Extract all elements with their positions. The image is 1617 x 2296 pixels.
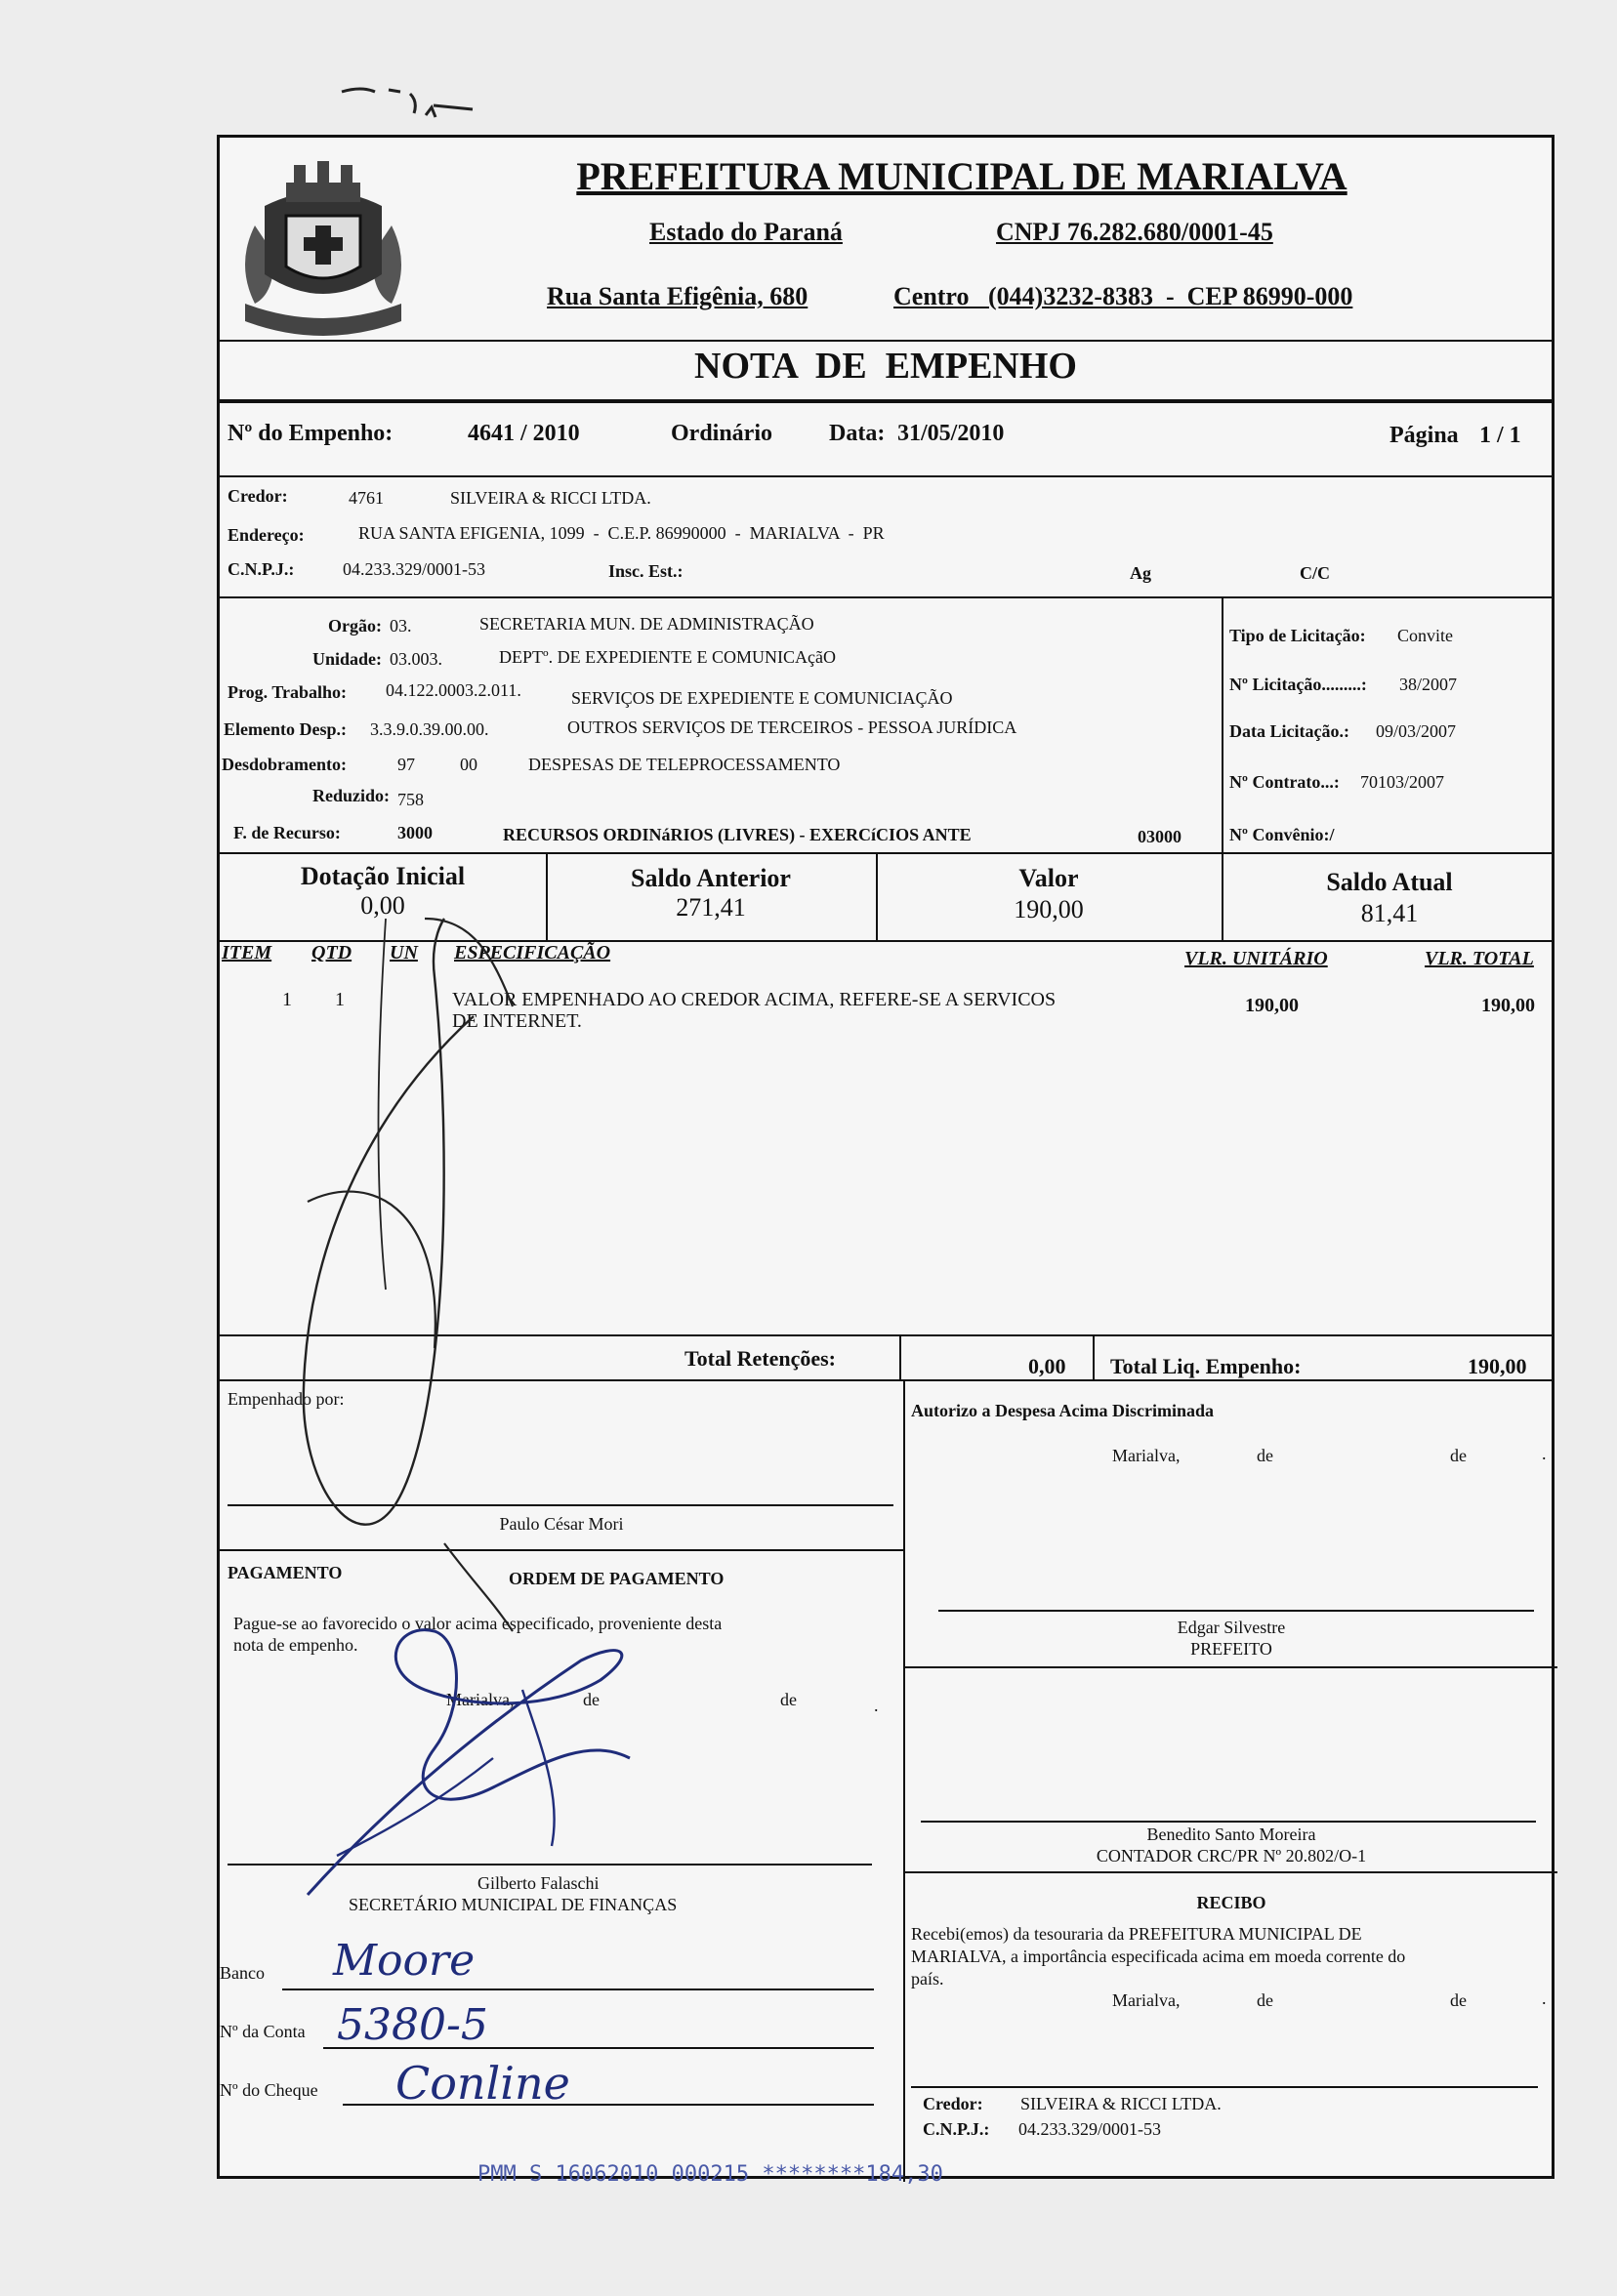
pagamento-city: Marialva, [446, 1690, 515, 1709]
empenho-date-label: Data: [829, 421, 886, 446]
header-cnpj: CNPJ 76.282.680/0001-45 [996, 218, 1273, 246]
recibo-credor-value: SILVEIRA & RICCI LTDA. [1020, 2094, 1222, 2113]
reduzido-label: Reduzido: [311, 786, 390, 805]
prefeito-name: Edgar Silvestre [1177, 1618, 1286, 1637]
autorizo-dot: . [1542, 1444, 1547, 1463]
banco-label: Banco [220, 1963, 265, 1983]
valor-value: 190,00 [1014, 895, 1084, 923]
contador-role: CONTADOR CRC/PR Nº 20.802/O-1 [1096, 1846, 1367, 1866]
autorizo-de1: de [1257, 1446, 1273, 1465]
prog-name: SERVIÇOS DE EXPEDIENTE E COMUNICIAÇÃO [571, 688, 953, 708]
autorizo-city: Marialva, [1112, 1446, 1181, 1465]
saldo-atual-value: 81,41 [1360, 899, 1419, 927]
row-spec-line2: DE INTERNET. [452, 1010, 582, 1032]
saldo-anterior-label: Saldo Anterior [631, 864, 791, 892]
contrato-value: 70103/2007 [1360, 772, 1445, 792]
recibo-cnpj-label: C.N.P.J.: [923, 2119, 990, 2139]
dotacao-label: Dotação Inicial [300, 862, 466, 890]
address-label: Endereço: [228, 525, 305, 545]
unidade-name: DEPTº. DE EXPEDIENTE E COMUNICAçãO [499, 647, 837, 667]
orgao-code: 03. [390, 616, 412, 636]
orgao-name: SECRETARIA MUN. DE ADMINISTRAÇÃO [479, 614, 814, 634]
payment-stamp: PMM S 16062010 000215 ********184,30 [477, 2162, 943, 2187]
cheque-value: Conline [395, 2057, 570, 2110]
desdob-code1: 97 [397, 755, 415, 774]
col-unit: VLR. UNITÁRIO [1184, 948, 1328, 969]
reduzido-value: 758 [397, 790, 424, 809]
conta-label: Nº da Conta [220, 2022, 306, 2041]
document-frame [217, 135, 1555, 2187]
page-label: Página [1389, 423, 1459, 448]
elemento-name: OUTROS SERVIÇOS DE TERCEIROS - PESSOA JURÍDICA [567, 718, 1017, 737]
row-spec-line1: VALOR EMPENHADO AO CREDOR ACIMA, REFERE-SE A SERVICOS [452, 989, 1057, 1010]
cnpj-label: C.N.P.J.: [228, 559, 295, 579]
doc-title: NOTA DE EMPENHO [694, 346, 1077, 387]
desdob-label: Desdobramento: [222, 755, 347, 774]
tipo-licitacao-label: Tipo de Licitação: [1229, 626, 1366, 645]
ordem-pagamento: ORDEM DE PAGAMENTO [509, 1569, 725, 1588]
retencoes-label: Total Retenções: [684, 1346, 836, 1371]
autorizo-de2: de [1450, 1446, 1467, 1465]
recurso-name: RECURSOS ORDINáRIOS (LIVRES) - EXERCíCIOS ANTE [503, 825, 972, 844]
pagamento-label: PAGAMENTO [228, 1563, 343, 1582]
contrato-label: Nº Contrato...: [1229, 772, 1340, 792]
credor-code: 4761 [349, 488, 384, 508]
cc-label: C/C [1300, 563, 1330, 583]
credor-address: RUA SANTA EFIGENIA, 1099 - C.E.P. 86990000 - MARIALVA - PR [358, 523, 885, 543]
recibo-de1: de [1257, 1990, 1273, 2010]
contador-name: Benedito Santo Moreira [1146, 1824, 1316, 1844]
col-qtd: QTD [311, 942, 352, 964]
signer-role: SECRETÁRIO MUNICIPAL DE FINANÇAS [349, 1895, 678, 1914]
valor-label: Valor [1018, 864, 1079, 892]
orgao-label: Orgão: [328, 616, 382, 636]
prefeito-role: PREFEITO [1190, 1639, 1272, 1659]
saldo-atual-label: Saldo Atual [1326, 868, 1453, 896]
num-licitacao-label: Nº Licitação.........: [1229, 675, 1367, 694]
unidade-code: 03.003. [390, 649, 442, 669]
recibo-dot: . [1542, 1988, 1547, 2008]
pagamento-dot: . [874, 1696, 879, 1715]
prog-label: Prog. Trabalho: [228, 682, 348, 702]
header-title: PREFEITURA MUNICIPAL DE MARIALVA [576, 154, 1348, 198]
recibo-text-line2: MARIALVA, a importância especificada acima em moeda corrente do [911, 1947, 1406, 1966]
liq-label: Total Liq. Empenho: [1110, 1354, 1302, 1378]
desdob-name: DESPESAS DE TELEPROCESSAMENTO [528, 755, 841, 774]
recibo-text-line1: Recebi(emos) da tesouraria da PREFEITURA MUNICIPAL DE [911, 1924, 1362, 1944]
retencoes-value: 0,00 [1028, 1354, 1066, 1378]
unidade-label: Unidade: [311, 649, 382, 669]
empenho-label: Nº do Empenho: [228, 421, 394, 446]
pagamento-de2: de [780, 1690, 797, 1709]
empenhado-label: Empenhado por: [228, 1389, 345, 1409]
autorizo-label: Autorizo a Despesa Acima Discriminada [911, 1401, 1214, 1420]
credor-label: Credor: [228, 486, 288, 506]
top-scribble-icon [332, 76, 498, 125]
data-licitacao-value: 09/03/2007 [1376, 721, 1457, 741]
empenho-date: 31/05/2010 [897, 421, 1005, 446]
pagamento-text-line1: Pague-se ao favorecido o valor acima especificado, proveniente desta [233, 1614, 723, 1633]
insc-label: Insc. Est.: [608, 561, 684, 581]
col-total: VLR. TOTAL [1425, 948, 1534, 969]
recibo-de2: de [1450, 1990, 1467, 2010]
recibo-credor-label: Credor: [923, 2094, 983, 2113]
col-item: ITEM [222, 942, 272, 964]
desdob-code2: 00 [460, 755, 477, 774]
credor-cnpj: 04.233.329/0001-53 [343, 559, 485, 579]
pagamento-text-line2: nota de empenho. [233, 1635, 358, 1655]
dotacao-value: 0,00 [360, 891, 405, 920]
recurso-code: 3000 [397, 823, 433, 842]
num-licitacao-value: 38/2007 [1399, 675, 1458, 694]
recurso-code2: 03000 [1138, 827, 1182, 846]
data-licitacao-label: Data Licitação.: [1229, 721, 1349, 741]
tipo-licitacao-value: Convite [1397, 626, 1453, 645]
elemento-code: 3.3.9.0.39.00.00. [370, 719, 489, 739]
col-un: UN [390, 942, 418, 964]
row-total: 190,00 [1481, 995, 1535, 1016]
ag-label: Ag [1130, 563, 1151, 583]
recibo-cnpj-value: 04.233.329/0001-53 [1018, 2119, 1161, 2139]
empenho-number: 4641 / 2010 [468, 421, 580, 446]
empenhado-name: Paulo César Mori [499, 1514, 624, 1534]
credor-name: SILVEIRA & RICCI LTDA. [450, 488, 651, 508]
row-unit: 190,00 [1245, 995, 1299, 1016]
recibo-city: Marialva, [1112, 1990, 1181, 2010]
header-state: Estado do Paraná [649, 218, 843, 246]
page-number: 1 / 1 [1479, 423, 1521, 448]
header-address: Rua Santa Efigênia, 680 [547, 282, 808, 310]
prog-code: 04.122.0003.2.011. [386, 680, 521, 700]
signer-name: Gilberto Falaschi [477, 1873, 600, 1893]
col-spec: ESPECIFICAÇÃO [454, 942, 611, 964]
convenio-label: Nº Convênio:/ [1229, 825, 1335, 844]
elemento-label: Elemento Desp.: [224, 719, 347, 739]
pagamento-de1: de [583, 1690, 600, 1709]
cheque-label: Nº do Cheque [220, 2080, 318, 2100]
row-item: 1 [282, 989, 292, 1010]
recibo-title: RECIBO [1196, 1893, 1266, 1912]
header-contact: Centro (044)3232-8383 - CEP 86990-000 [893, 282, 1353, 310]
recurso-label: F. de Recurso: [233, 823, 341, 842]
conta-value: 5380-5 [337, 2000, 488, 2050]
banco-value: Moore [333, 1936, 476, 1986]
liq-value: 190,00 [1468, 1354, 1527, 1378]
row-qtd: 1 [335, 989, 345, 1010]
empenho-type: Ordinário [671, 421, 773, 446]
saldo-anterior-value: 271,41 [676, 893, 746, 922]
recibo-text-line3: país. [911, 1969, 944, 1988]
